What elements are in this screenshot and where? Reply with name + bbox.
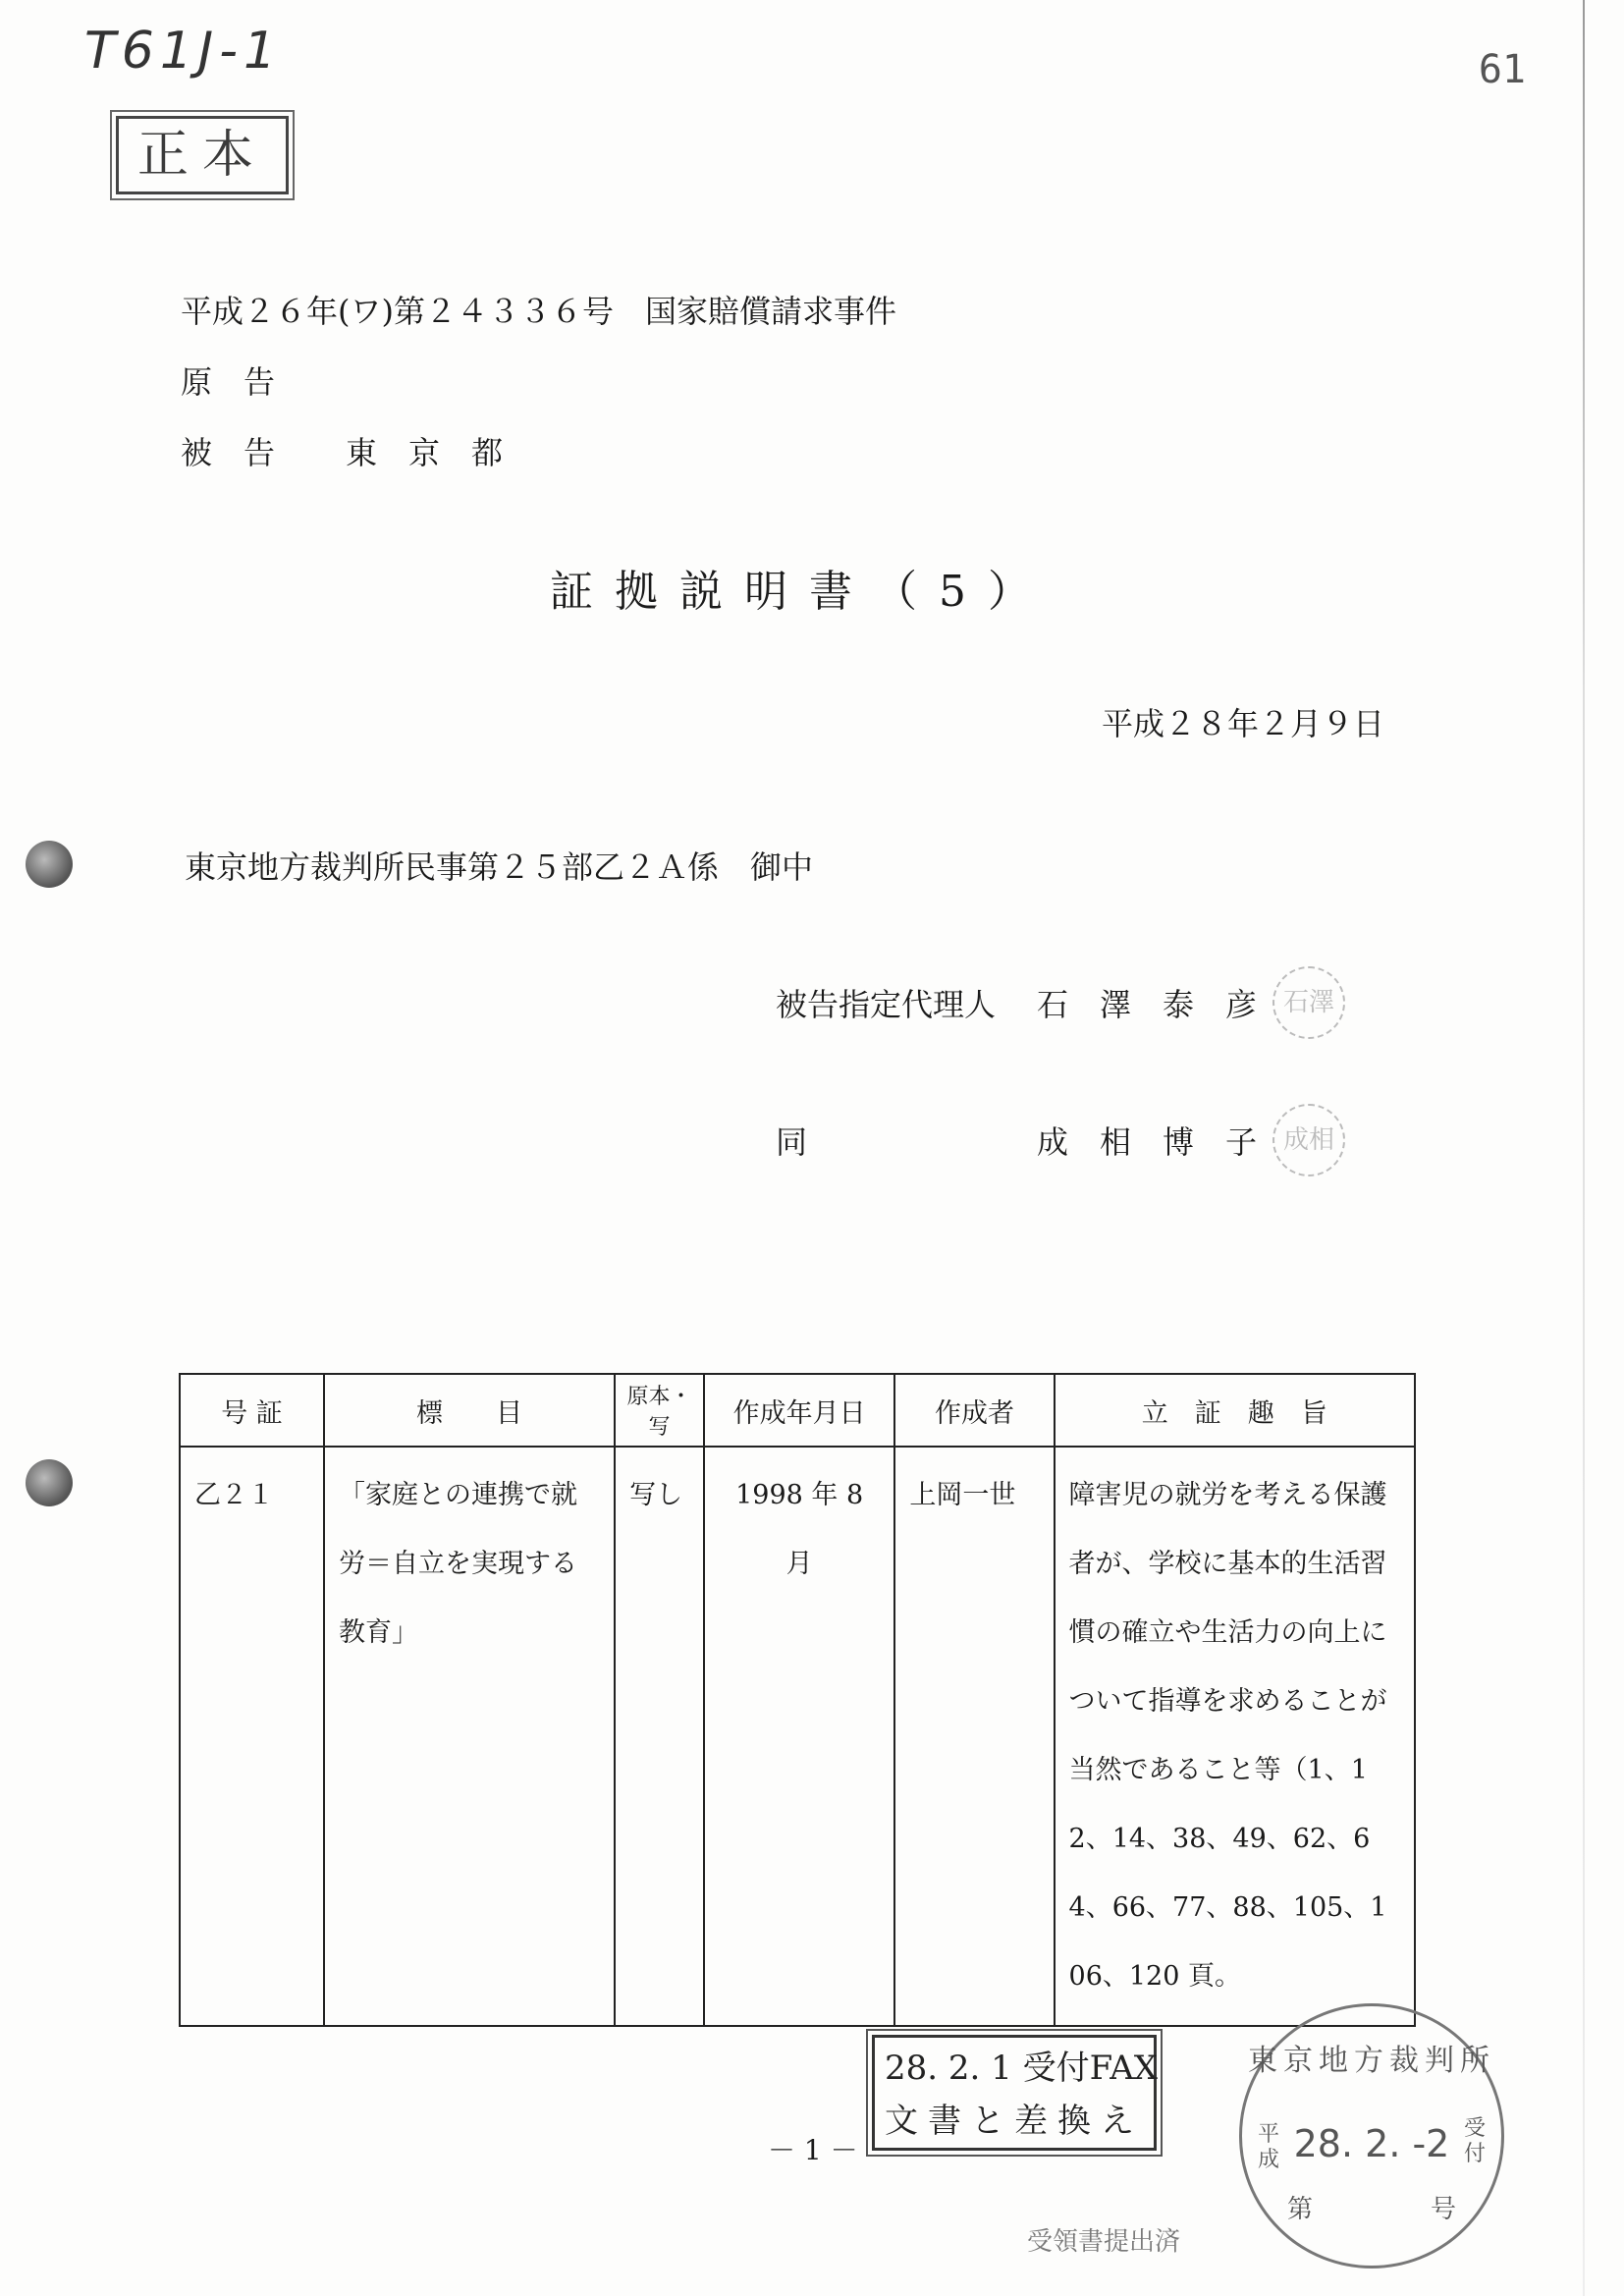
agent-name: 石 澤 泰 彦	[1037, 986, 1258, 1023]
paper-edge	[1583, 0, 1585, 2296]
personal-seal: 成相	[1272, 1104, 1345, 1176]
case-number: 平成２６年(ワ)第２４３３６号 国家賠償請求事件	[181, 293, 896, 330]
court-stamp-era: 平成	[1257, 2122, 1279, 2172]
cell-purpose: 障害児の就労を考える保護者が、学校に基本的生活習慣の確立や生活力の向上について指導を求めることが当然であること等（1、12、14、38、49、62、64、66、77、88、105、106、120 頁。	[1055, 1447, 1415, 2026]
court-stamp-go: 号	[1430, 2195, 1456, 2224]
court-stamp-name: 東京地方裁判所	[1248, 2044, 1495, 2078]
defendant-name: 東 京 都	[346, 434, 504, 471]
document-title: 証拠説明書（5）	[550, 567, 1053, 617]
fax-received-stamp	[872, 2035, 1157, 2151]
evidence-table	[179, 1373, 1416, 2027]
handwritten-id: T61J-1	[84, 22, 283, 81]
court-stamp-date: 28. 2. -2	[1293, 2122, 1450, 2165]
received-note: 受領書提出済	[1027, 2227, 1181, 2257]
header-author: 作成者	[894, 1374, 1054, 1447]
page-mark: 61	[1478, 47, 1526, 92]
punch-hole	[26, 1459, 73, 1506]
document-date: 平成２８年２月９日	[1102, 705, 1385, 742]
table-header-row	[180, 1374, 1415, 1447]
agent-role: 同	[776, 1123, 808, 1161]
defendant-label: 被 告	[181, 434, 276, 471]
agent-role: 被告指定代理人	[776, 986, 997, 1023]
agent-name: 成 相 博 子	[1037, 1123, 1258, 1161]
plaintiff-label: 原 告	[181, 363, 276, 401]
table-row	[180, 1447, 1415, 2026]
header-purpose: 立 証 趣 旨	[1055, 1374, 1415, 1447]
fax-stamp-line1: 28. 2. 1 受付FAX	[885, 2049, 1158, 2088]
court-stamp-dai: 第	[1287, 2195, 1314, 2224]
header-date: 作成年月日	[704, 1374, 895, 1447]
page-number: － 1 －	[768, 2134, 858, 2166]
personal-seal: 石澤	[1272, 966, 1345, 1039]
cell-title: 「家庭との連携で就労＝自立を実現する教育」	[324, 1447, 615, 2026]
cell-author: 上岡一世	[894, 1447, 1054, 2026]
cell-date: 1998 年 8 月	[704, 1447, 895, 2026]
header-number: 号 証	[180, 1374, 324, 1447]
court-stamp-received: 受付	[1463, 2116, 1486, 2166]
header-original-copy: 原本・写	[615, 1374, 704, 1447]
cell-number: 乙２１	[180, 1447, 324, 2026]
court-received-stamp	[1239, 2003, 1504, 2269]
cell-original-copy: 写し	[615, 1447, 704, 2026]
seisho-stamp: 正本	[116, 116, 289, 194]
header-title: 標 目	[324, 1374, 615, 1447]
addressee: 東京地方裁判所民事第２５部乙２Ａ係 御中	[185, 848, 814, 886]
punch-hole	[26, 841, 73, 888]
fax-stamp-line2: 文書と差換え	[885, 2102, 1144, 2141]
